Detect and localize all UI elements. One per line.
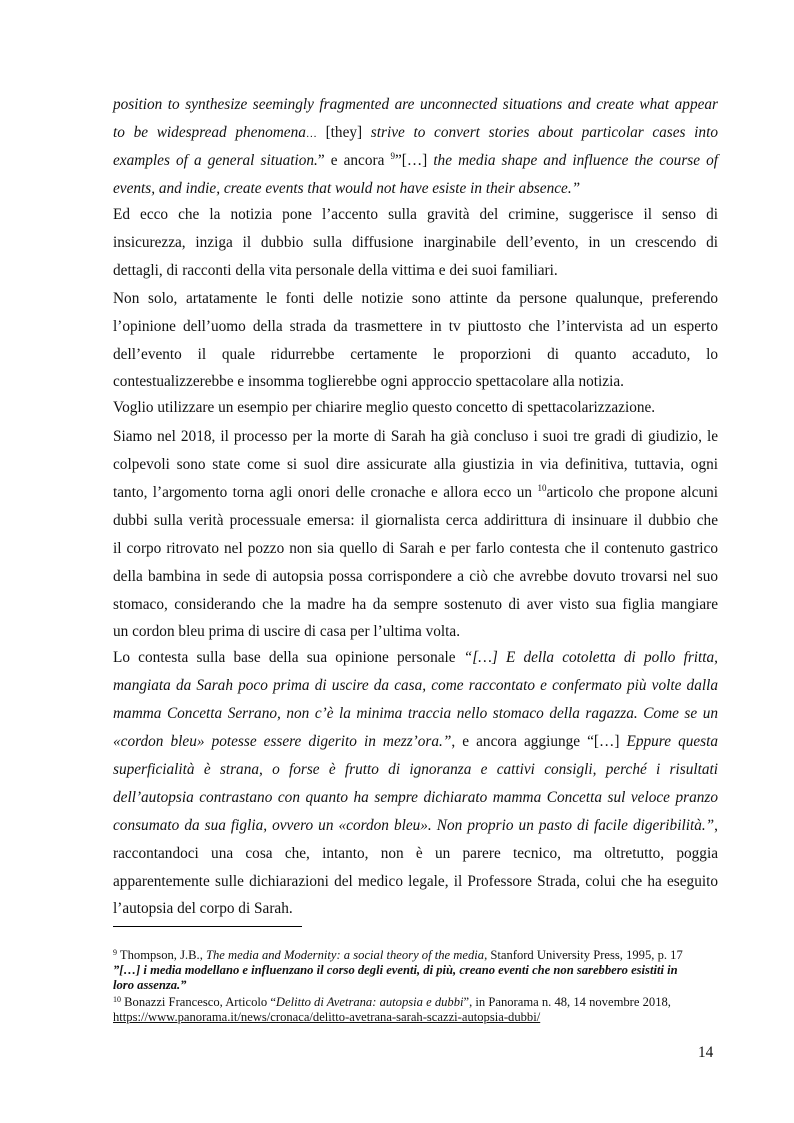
body-line: dubbi sulla verità processuale emersa: il giornalista cerca addirittura di insinuare il dubbio che — [113, 512, 718, 529]
inline-text: [they] — [316, 124, 371, 141]
body-line: dell’evento il quale ridurrebbe certamente le proporzioni di quanto accaduto, lo — [113, 346, 718, 363]
footnote-title: The media and Modernity: a social theory of the media — [206, 948, 485, 962]
body-line: raccontandoci una cosa che, intanto, non è un parere tecnico, ma oltretutto, poggia — [113, 845, 718, 862]
inline-text: , — [714, 817, 718, 834]
ellipsis: … — [305, 128, 317, 140]
quote-text: strive to convert stories about particolar cases into — [370, 124, 718, 141]
body-line: mamma Concetta Serrano, non c’è la minima traccia nello stomaco della ragazza. Come se un — [113, 705, 718, 722]
body-line: events, and indie, create events that would not have esiste in their absence.” — [113, 180, 581, 197]
body-line: contestualizzerebbe e insomma toglierebbe ogni approccio spettacolare alla notizia. — [113, 373, 624, 390]
quote-text: the media shape and influence the course of — [433, 152, 718, 169]
body-line: Ed ecco che la notizia pone l’accento sulla gravità del crimine, suggerisce il senso di — [113, 206, 718, 223]
footnote-number: 10 — [113, 995, 121, 1004]
inline-text: , e ancora aggiunge “[…] — [451, 733, 627, 750]
quote-text: to be widespread phenomena — [113, 124, 306, 141]
body-line — [113, 648, 718, 668]
footnote-ref-9[interactable]: 9 — [390, 151, 395, 161]
footnote-separator — [113, 926, 302, 927]
body-line — [113, 151, 718, 171]
inline-text: ”[…] — [394, 152, 434, 169]
footnote-text: ”, in Panorama n. 48, 14 novembre 2018, — [463, 995, 671, 1009]
body-line — [113, 483, 718, 503]
footnote-text: Bonazzi Francesco, Articolo “ — [121, 995, 276, 1009]
quote-text: consumato da sua figlia, ovvero un «cordon bleu». Non proprio un pasto di facile digeribilità.” — [113, 817, 715, 834]
body-line: l’opinione dell’uomo della strada da trasmettere in tv piuttosto che l’intervista ad un esperto — [113, 318, 718, 335]
body-line: superficialità è strana, o forse è frutto di ignoranza e cattivi consigli, perché i risultati — [113, 761, 718, 778]
body-line — [113, 123, 718, 144]
footnote-number: 9 — [113, 948, 117, 957]
footnote-title: Delitto di Avetrana: autopsia e dubbi — [275, 995, 464, 1009]
footnote-link[interactable]: https://www.panorama.it/news/cronaca/delitto-avetrana-sarah-scazzi-autopsia-dubbi/ — [113, 1010, 541, 1024]
body-line: colpevoli sono state come si suol dire assicurate alla giustizia in via definitiva, tuttavia, ogni — [113, 456, 718, 473]
body-line: stomaco, considerando che la madre ha da sempre sostenuto di aver visto sua figlia mangiare — [113, 596, 718, 613]
body-line: dettagli, di racconti della vita personale della vittima e dei suoi familiari. — [113, 262, 558, 279]
footnote-translation: ”[…] i media modellano e influenzano il corso degli eventi, di più, creano eventi che non sarebbero esistiti in — [113, 963, 678, 977]
inline-text: ” e ancora — [317, 152, 391, 169]
page-number: 14 — [698, 1044, 714, 1061]
body-line — [113, 732, 718, 752]
quote-text: Eppure questa — [626, 733, 719, 750]
body-line: Voglio utilizzare un esempio per chiarire meglio questo concetto di spettacolarizzazione. — [113, 399, 656, 416]
body-line: position to synthesize seemingly fragmented are unconnected situations and create what appear — [113, 96, 718, 113]
footnote-9 — [113, 948, 718, 963]
footnote-url-line — [113, 1010, 718, 1025]
body-line: il corpo ritrovato nel pozzo non sia quello di Sarah e per farlo contesta che il contenuto gastrico — [113, 540, 718, 557]
body-line: mangiata da Sarah poco prima di uscire da casa, come raccontato e confermato più volte dalla — [113, 677, 718, 694]
inline-text: Lo contesta sulla base della sua opinione personale — [113, 649, 464, 666]
body-line: insicurezza, inziga il dubbio sulla diffusione inarginabile dell’evento, in un crescendo di — [113, 234, 718, 251]
inline-text: tanto, l’argomento torna agli onori delle cronache e allora ecco un — [113, 484, 538, 501]
body-line: Non solo, artatamente le fonti delle notizie sono attinte da persone qualunque, preferendo — [113, 290, 718, 307]
quote-text: examples of a general situation. — [113, 152, 318, 169]
body-line: l’autopsia del corpo di Sarah. — [113, 900, 293, 917]
footnote-10 — [113, 995, 718, 1010]
quote-text: “[…] E della cotoletta di pollo fritta, — [463, 649, 718, 666]
body-line: della bambina in sede di autopsia possa corrispondere a ciò che avrebbe dovuto trovarsi nel suo — [113, 568, 718, 585]
body-line: apparentemente sulle dichiarazioni del medico legale, il Professore Strada, colui che ha eseguito — [113, 873, 718, 890]
footnote-text: Thompson, J.B., — [117, 948, 206, 962]
footnote-ref-10[interactable]: 10 — [537, 483, 547, 493]
body-line — [113, 816, 718, 836]
body-line: Siamo nel 2018, il processo per la morte di Sarah ha già concluso i suoi tre gradi di giudizio, le — [113, 428, 718, 445]
inline-text: articolo che propone alcuni — [546, 484, 719, 501]
quote-text: «cordon bleu» potesse essere digerito in mezz’ora.” — [113, 733, 452, 750]
body-line: dell’autopsia contrastano con quanto ha sempre dichiarato mamma Concetta sul veloce pranzo — [113, 789, 718, 806]
footnote-translation: loro assenza.” — [113, 978, 187, 992]
footnote-text: , Stanford University Press, 1995, p. 17 — [484, 948, 683, 962]
body-line: un cordon bleu prima di uscire di casa per l’ultima volta. — [113, 623, 461, 640]
